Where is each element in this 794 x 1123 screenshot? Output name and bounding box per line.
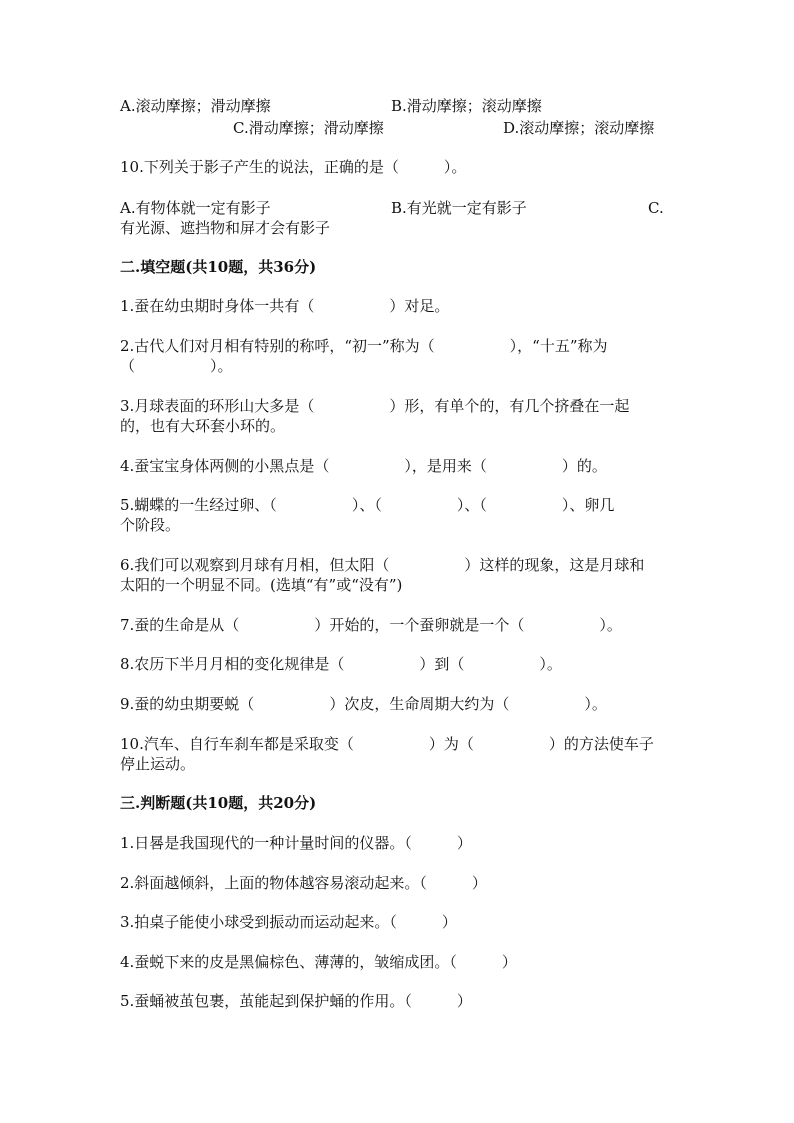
fill-question-9: 9.蚕的幼虫期要蜕（ ）次皮，生命周期大约为（ ）。 <box>120 695 607 713</box>
q10-option-a: A.有物体就一定有影子 <box>120 199 271 217</box>
judge-question-3: 3.拍桌子能使小球受到振动而运动起来。（ ） <box>120 913 457 931</box>
q9-option-b: B.滑动摩擦；滚动摩擦 <box>391 97 542 115</box>
fill-question-6-line-2: 太阳的一个明显不同。(选填“有”或“没有”) <box>120 576 403 594</box>
q10-option-c-text: 有光源、遮挡物和屏才会有影子 <box>120 219 331 237</box>
fill-question-5-line-2: 个阶段。 <box>120 516 181 534</box>
fill-question-10-line-2: 停止运动。 <box>120 755 196 773</box>
judge-question-1: 1.日晷是我国现代的一种计量时间的仪器。（ ） <box>120 834 472 852</box>
fill-question-2-line-2: （ ）。 <box>120 357 233 375</box>
q9-option-a: A.滚动摩擦；滑动摩擦 <box>120 97 271 115</box>
fill-question-4: 4.蚕宝宝身体两侧的小黑点是（ ），是用来（ ）的。 <box>120 457 607 475</box>
section-3-title: 三.判断题(共10题，共20分) <box>120 794 317 812</box>
q9-option-c: C.滑动摩擦；滑动摩擦 <box>233 119 384 137</box>
q9-option-d: D.滚动摩擦；滚动摩擦 <box>503 119 655 137</box>
fill-question-1: 1.蚕在幼虫期时身体一共有（ ）对足。 <box>120 297 450 315</box>
fill-question-5-line-1: 5.蝴蝶的一生经过卵、（ ）、（ ）、（ ）、卵几 <box>120 496 615 514</box>
fill-question-3-line-2: 的，也有大环套小环的。 <box>120 417 286 435</box>
fill-question-8: 8.农历下半月月相的变化规律是（ ）到（ ）。 <box>120 655 562 673</box>
fill-question-6-line-1: 6.我们可以观察到月球有月相，但太阳（ ）这样的现象，这是月球和 <box>120 556 645 574</box>
q10-option-b: B.有光就一定有影子 <box>391 199 527 217</box>
fill-question-3-line-1: 3.月球表面的环形山大多是（ ）形，有单个的，有几个挤叠在一起 <box>120 397 630 415</box>
judge-question-4: 4.蚕蜕下来的皮是黑偏棕色、薄薄的，皱缩成团。（ ） <box>120 953 517 971</box>
fill-question-10-line-1: 10.汽车、自行车刹车都是采取变（ ）为（ ）的方法使车子 <box>120 735 654 753</box>
fill-question-2-line-1: 2.古代人们对月相有特别的称呼，“初一”称为（ ），“十五”称为 <box>120 337 608 355</box>
fill-question-7: 7.蚕的生命是从（ ）开始的，一个蚕卵就是一个（ ）。 <box>120 616 622 634</box>
section-2-title: 二.填空题(共10题，共36分) <box>120 258 317 276</box>
q10-option-c-prefix: C. <box>648 199 664 217</box>
judge-question-5: 5.蚕蛹被茧包裹，茧能起到保护蛹的作用。（ ） <box>120 992 472 1010</box>
judge-question-2: 2.斜面越倾斜，上面的物体越容易滚动起来。（ ） <box>120 874 487 892</box>
q10-stem: 10.下列关于影子产生的说法，正确的是（ ）。 <box>120 158 467 176</box>
